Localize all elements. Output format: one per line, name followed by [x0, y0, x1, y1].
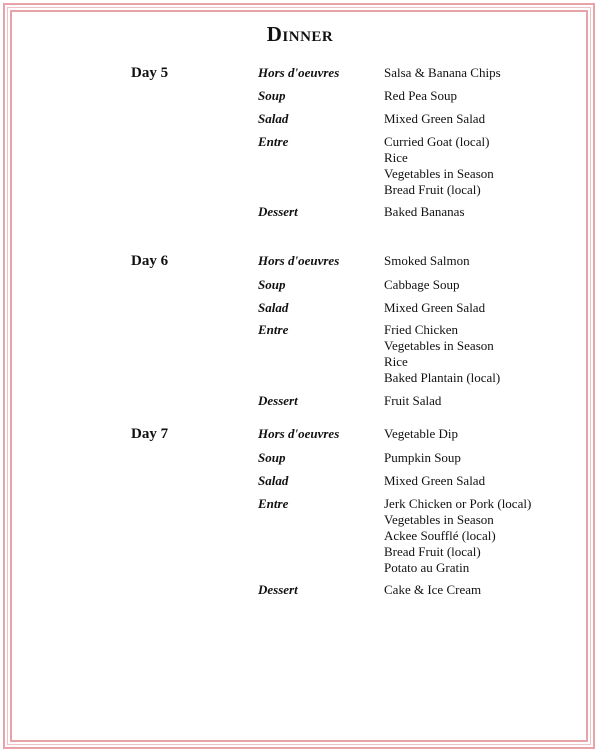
dish-item: Vegetables in Season: [384, 338, 494, 353]
dish-item: Cabbage Soup: [384, 277, 460, 292]
course-name: Dessert: [258, 204, 298, 219]
course-name: Hors d'oeuvres: [258, 65, 340, 80]
dish-item: Curried Goat (local): [384, 134, 490, 149]
dish-item: Mixed Green Salad: [384, 300, 486, 315]
day-label: Day 5: [131, 65, 169, 81]
course-name: Salad: [258, 300, 289, 315]
dish-item: Vegetable Dip: [384, 426, 459, 441]
course-name: Salad: [258, 111, 289, 126]
dish-list: [384, 450, 461, 466]
dish-item: Vegetables in Season: [384, 512, 494, 527]
dish-list: [384, 426, 458, 442]
dish-list: [384, 300, 485, 316]
dish-item: Potato au Gratin: [384, 560, 470, 575]
day-label: Day 7: [131, 426, 169, 442]
dish-item: Bread Fruit (local): [384, 182, 481, 197]
course-name: Soup: [258, 277, 286, 292]
course-name: Dessert: [258, 393, 298, 408]
dish-item: Baked Bananas: [384, 204, 465, 219]
dish-item: Ackee Soufflé (local): [384, 528, 496, 543]
course-name: Hors d'oeuvres: [258, 426, 340, 441]
dish-list: [384, 88, 457, 104]
dish-list: [384, 393, 441, 409]
dish-list: [384, 134, 494, 198]
course-name: Hors d'oeuvres: [258, 253, 340, 268]
day-label: Day 6: [131, 253, 169, 269]
dish-item: Vegetables in Season: [384, 166, 494, 181]
dish-item: Red Pea Soup: [384, 88, 457, 103]
dish-item: Mixed Green Salad: [384, 111, 486, 126]
dish-item: Bread Fruit (local): [384, 544, 481, 559]
dish-item: Fried Chicken: [384, 322, 459, 337]
dish-list: [384, 111, 485, 127]
menu-title: Dinner: [266, 22, 334, 46]
dish-item: Rice: [384, 354, 408, 369]
dish-item: Fruit Salad: [384, 393, 442, 408]
dish-item: Rice: [384, 150, 408, 165]
dish-list: [384, 65, 501, 81]
dish-list: [384, 473, 485, 489]
dish-item: Pumpkin Soup: [384, 450, 461, 465]
dish-item: Smoked Salmon: [384, 253, 470, 268]
dish-list: [384, 582, 481, 598]
course-name: Dessert: [258, 582, 298, 597]
course-name: Soup: [258, 450, 286, 465]
dish-list: [384, 277, 459, 293]
course-name: Entre: [258, 134, 289, 149]
page-border-inner: [10, 10, 588, 742]
course-name: Entre: [258, 496, 289, 511]
dish-list: [384, 204, 465, 220]
dish-item: Cake & Ice Cream: [384, 582, 482, 597]
dish-list: [384, 496, 531, 576]
course-name: Soup: [258, 88, 286, 103]
dish-list: [384, 322, 500, 386]
dish-item: Mixed Green Salad: [384, 473, 486, 488]
course-name: Entre: [258, 322, 289, 337]
course-name: Salad: [258, 473, 289, 488]
dish-item: Baked Plantain (local): [384, 370, 501, 385]
dish-item: Jerk Chicken or Pork (local): [384, 496, 532, 511]
dish-list: [384, 253, 470, 269]
dish-item: Salsa & Banana Chips: [384, 65, 501, 80]
